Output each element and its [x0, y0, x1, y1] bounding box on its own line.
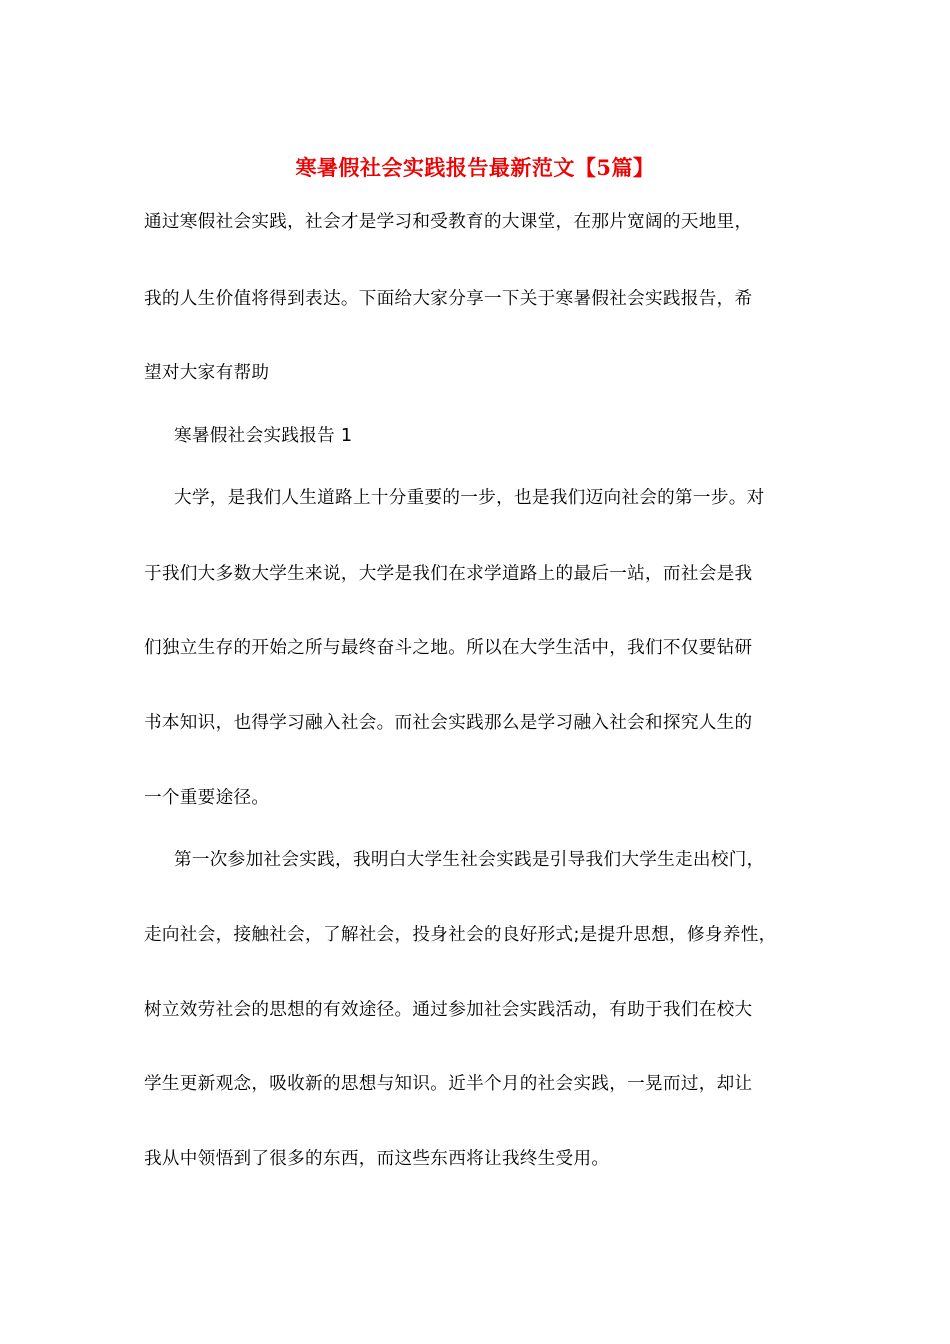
paragraph-line: 我从中领悟到了很多的东西，而这些东西将让我终生受用。 [144, 1149, 610, 1169]
intro-line: 我的人生价值将得到表达。下面给大家分享一下关于寒暑假社会实践报告，希 [144, 289, 753, 309]
paragraph-line: 大学，是我们人生道路上十分重要的一步，也是我们迈向社会的第一步。对 [174, 488, 765, 508]
paragraph-line: 第一次参加社会实践，我明白大学生社会实践是引导我们大学生走出校门， [174, 850, 765, 870]
intro-line: 望对大家有帮助 [144, 363, 270, 383]
paragraph-line: 学生更新观念，吸收新的思想与知识。近半个月的社会实践，一晃而过，却让 [144, 1074, 753, 1094]
paragraph-line: 树立效劳社会的思想的有效途径。通过参加社会实践活动，有助于我们在校大 [144, 1000, 753, 1020]
document-title: 寒暑假社会实践报告最新范文【5篇】 [295, 155, 655, 180]
paragraph-line: 一个重要途径。 [144, 788, 270, 808]
paragraph-line: 书本知识，也得学习融入社会。而社会实践那么是学习融入社会和探究人生的 [144, 713, 753, 733]
paragraph-line: 于我们大多数大学生来说，大学是我们在求学道路上的最后一站，而社会是我 [144, 564, 753, 584]
paragraph-line: 走向社会，接触社会，了解社会，投身社会的良好形式;是提升思想，修身养性， [144, 925, 777, 945]
intro-line: 通过寒假社会实践，社会才是学习和受教育的大课堂，在那片宽阔的天地里， [144, 212, 753, 232]
section-heading: 寒暑假社会实践报告 1 [174, 426, 353, 446]
paragraph-line: 们独立生存的开始之所与最终奋斗之地。所以在大学生活中，我们不仅要钻研 [144, 638, 753, 658]
